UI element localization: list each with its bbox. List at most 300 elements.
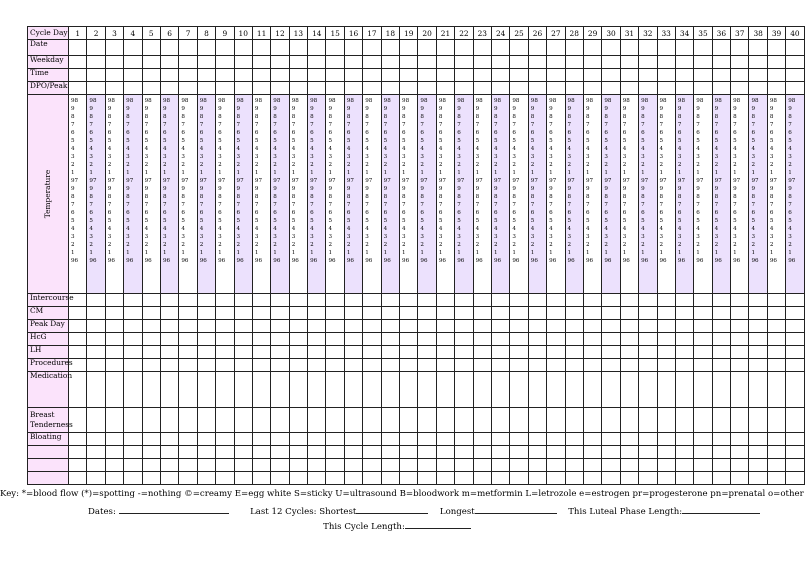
blank-cell[interactable] (124, 459, 142, 472)
temperature-tick[interactable]: 9 (475, 106, 480, 113)
temperature-tick[interactable]: 97 (162, 178, 171, 185)
temperature-tick[interactable]: 98 (512, 98, 520, 104)
date-cell[interactable] (363, 40, 381, 56)
intercourse-cell[interactable] (620, 294, 638, 307)
peak-day-cell[interactable] (105, 320, 123, 333)
dpo-peak-cell[interactable] (675, 82, 693, 95)
temperature-tick[interactable]: 2 (530, 242, 535, 249)
temperature-tick[interactable]: 9 (769, 186, 774, 193)
peak-day-cell[interactable] (124, 320, 142, 333)
temperature-tick[interactable]: 6 (769, 210, 774, 217)
temperature-tick[interactable]: 1 (89, 250, 93, 257)
temperature-tick[interactable]: 98 (420, 98, 428, 104)
lh-cell[interactable] (418, 346, 436, 359)
temperature-tick[interactable]: 9 (254, 106, 259, 113)
peak-day-cell[interactable] (69, 320, 87, 333)
dpo-peak-cell[interactable] (583, 82, 601, 95)
weekday-cell[interactable] (289, 56, 307, 69)
procedures-cell[interactable] (455, 359, 473, 372)
temperature-tick[interactable]: 3 (641, 154, 645, 161)
temperature-tick[interactable]: 2 (677, 162, 682, 169)
temperature-tick[interactable]: 4 (89, 226, 93, 233)
peak-day-cell[interactable] (749, 320, 767, 333)
hcg-cell[interactable] (87, 333, 105, 346)
temperature-tick[interactable]: 6 (402, 130, 406, 137)
temperature-tick[interactable]: 7 (788, 202, 792, 209)
temperature-tick[interactable]: 1 (585, 170, 590, 177)
temperature-tick[interactable]: 98 (402, 98, 410, 104)
bloating-cell[interactable] (583, 433, 601, 446)
temperature-tick[interactable]: 7 (236, 202, 241, 209)
temperature-tick[interactable]: 6 (696, 130, 700, 137)
temperature-tick[interactable]: 6 (420, 130, 424, 137)
dpo-peak-cell[interactable] (234, 82, 252, 95)
temperature-tick[interactable]: 7 (420, 202, 424, 209)
temperature-tick[interactable]: 9 (126, 106, 130, 113)
temperature-tick[interactable]: 9 (71, 106, 75, 113)
temperature-tick[interactable]: 9 (346, 106, 351, 113)
blank-cell[interactable] (565, 472, 583, 485)
temperature-column[interactable] (87, 95, 105, 294)
temperature-tick[interactable]: 8 (604, 194, 608, 201)
blank-cell[interactable] (639, 459, 657, 472)
breast-tenderness-cell[interactable] (142, 408, 160, 433)
temperature-tick[interactable]: 96 (549, 258, 557, 265)
temperature-tick[interactable]: 3 (696, 154, 700, 161)
weekday-cell[interactable] (712, 56, 730, 69)
temperature-tick[interactable]: 9 (677, 106, 682, 113)
temperature-tick[interactable]: 97 (641, 178, 649, 185)
temperature-tick[interactable]: 6 (346, 130, 351, 137)
temperature-tick[interactable]: 8 (328, 114, 333, 121)
date-cell[interactable] (657, 40, 675, 56)
breast-tenderness-cell[interactable] (565, 408, 583, 433)
temperature-tick[interactable]: 9 (622, 106, 627, 113)
cm-cell[interactable] (657, 307, 675, 320)
temperature-tick[interactable]: 1 (144, 170, 149, 177)
shortest-field[interactable] (356, 505, 428, 514)
hcg-cell[interactable] (639, 333, 657, 346)
temperature-tick[interactable]: 6 (493, 130, 498, 137)
temperature-tick[interactable]: 5 (530, 218, 535, 225)
temperature-tick[interactable]: 5 (604, 138, 608, 145)
temperature-tick[interactable]: 9 (475, 186, 480, 193)
temperature-tick[interactable]: 6 (291, 130, 296, 137)
temperature-tick[interactable]: 96 (346, 258, 354, 265)
lh-cell[interactable] (583, 346, 601, 359)
temperature-tick[interactable]: 9 (107, 106, 112, 113)
weekday-cell[interactable] (197, 56, 215, 69)
temperature-tick[interactable]: 7 (218, 202, 222, 209)
blank-cell[interactable] (381, 459, 399, 472)
time-cell[interactable] (216, 69, 234, 82)
temperature-tick[interactable]: 1 (696, 250, 700, 257)
dpo-peak-cell[interactable] (657, 82, 675, 95)
hcg-cell[interactable] (142, 333, 160, 346)
procedures-cell[interactable] (473, 359, 491, 372)
procedures-cell[interactable] (252, 359, 270, 372)
temperature-tick[interactable]: 6 (438, 130, 443, 137)
weekday-cell[interactable] (694, 56, 712, 69)
temperature-tick[interactable]: 5 (585, 138, 590, 145)
temperature-tick[interactable]: 5 (365, 218, 369, 225)
procedures-cell[interactable] (547, 359, 565, 372)
bloating-cell[interactable] (528, 433, 546, 446)
temperature-tick[interactable]: 96 (530, 258, 538, 265)
lh-cell[interactable] (87, 346, 105, 359)
temperature-tick[interactable]: 97 (346, 178, 354, 185)
temperature-tick[interactable]: 4 (438, 226, 443, 233)
procedures-cell[interactable] (712, 359, 730, 372)
bloating-cell[interactable] (271, 433, 289, 446)
temperature-tick[interactable]: 4 (585, 146, 590, 153)
lh-cell[interactable] (602, 346, 620, 359)
temperature-tick[interactable]: 1 (788, 250, 792, 257)
breast-tenderness-cell[interactable] (510, 408, 528, 433)
temperature-tick[interactable]: 98 (346, 98, 354, 104)
blank-cell[interactable] (657, 446, 675, 459)
temperature-tick[interactable]: 6 (512, 130, 516, 137)
temperature-tick[interactable]: 2 (126, 162, 130, 169)
blank-label-cell[interactable] (28, 446, 69, 459)
temperature-tick[interactable]: 8 (383, 114, 388, 121)
temperature-tick[interactable]: 9 (659, 106, 664, 113)
temperature-tick[interactable]: 1 (181, 170, 185, 177)
temperature-tick[interactable]: 7 (512, 202, 516, 209)
temperature-tick[interactable]: 1 (769, 250, 774, 257)
temperature-tick[interactable]: 6 (89, 210, 93, 217)
temperature-tick[interactable]: 7 (346, 202, 351, 209)
temperature-tick[interactable]: 8 (218, 194, 222, 201)
temperature-tick[interactable]: 1 (218, 250, 222, 257)
temperature-tick[interactable]: 1 (769, 170, 774, 177)
temperature-tick[interactable]: 1 (107, 170, 112, 177)
lh-cell[interactable] (491, 346, 509, 359)
temperature-tick[interactable]: 3 (181, 234, 185, 241)
blank-cell[interactable] (694, 459, 712, 472)
temperature-tick[interactable]: 8 (71, 114, 75, 121)
blank-cell[interactable] (694, 472, 712, 485)
temperature-tick[interactable]: 9 (89, 106, 93, 113)
breast-tenderness-cell[interactable] (767, 408, 785, 433)
temperature-tick[interactable]: 5 (126, 138, 130, 145)
temperature-tick[interactable]: 8 (549, 114, 553, 121)
temperature-tick[interactable]: 6 (751, 210, 756, 217)
peak-day-cell[interactable] (731, 320, 749, 333)
blank-cell[interactable] (197, 446, 215, 459)
temperature-tick[interactable]: 98 (383, 98, 391, 104)
temperature-tick[interactable]: 2 (475, 162, 480, 169)
temperature-tick[interactable]: 5 (585, 218, 590, 225)
temperature-tick[interactable]: 3 (236, 154, 241, 161)
medication-cell[interactable] (786, 372, 804, 408)
temperature-tick[interactable]: 3 (622, 234, 627, 241)
temperature-tick[interactable]: 9 (162, 186, 167, 193)
temperature-tick[interactable]: 1 (162, 250, 167, 257)
temperature-column[interactable] (712, 95, 730, 294)
time-cell[interactable] (142, 69, 160, 82)
temperature-tick[interactable]: 3 (310, 154, 314, 161)
lh-cell[interactable] (105, 346, 123, 359)
temperature-tick[interactable]: 8 (420, 194, 424, 201)
temperature-tick[interactable]: 96 (604, 258, 612, 265)
temperature-tick[interactable]: 7 (493, 122, 498, 129)
blank-cell[interactable] (160, 446, 178, 459)
bloating-cell[interactable] (639, 433, 657, 446)
blank-cell[interactable] (216, 459, 234, 472)
temperature-tick[interactable]: 8 (475, 194, 480, 201)
temperature-tick[interactable]: 3 (751, 154, 756, 161)
temperature-tick[interactable]: 3 (218, 234, 222, 241)
cm-cell[interactable] (69, 307, 87, 320)
temperature-tick[interactable]: 1 (310, 170, 314, 177)
blank-cell[interactable] (786, 459, 804, 472)
temperature-column[interactable] (289, 95, 307, 294)
temperature-tick[interactable]: 9 (383, 106, 388, 113)
blank-cell[interactable] (87, 459, 105, 472)
temperature-tick[interactable]: 8 (493, 114, 498, 121)
temperature-tick[interactable]: 4 (622, 226, 627, 233)
breast-tenderness-cell[interactable] (400, 408, 418, 433)
temperature-tick[interactable]: 4 (71, 226, 75, 233)
temperature-tick[interactable]: 7 (733, 202, 737, 209)
temperature-tick[interactable]: 96 (365, 258, 373, 265)
lh-cell[interactable] (639, 346, 657, 359)
temperature-tick[interactable]: 7 (162, 202, 167, 209)
temperature-tick[interactable]: 3 (162, 154, 167, 161)
temperature-tick[interactable]: 9 (199, 186, 204, 193)
temperature-tick[interactable]: 97 (714, 178, 722, 185)
medication-cell[interactable] (657, 372, 675, 408)
lh-cell[interactable] (124, 346, 142, 359)
temperature-tick[interactable]: 2 (126, 242, 130, 249)
temperature-tick[interactable]: 9 (365, 106, 369, 113)
temperature-tick[interactable]: 4 (733, 146, 737, 153)
temperature-tick[interactable]: 2 (751, 242, 756, 249)
temperature-tick[interactable]: 7 (346, 122, 351, 129)
temperature-tick[interactable]: 9 (273, 186, 277, 193)
weekday-cell[interactable] (510, 56, 528, 69)
temperature-tick[interactable]: 8 (751, 114, 756, 121)
temperature-tick[interactable]: 1 (493, 170, 498, 177)
temperature-tick[interactable]: 8 (788, 194, 792, 201)
hcg-cell[interactable] (583, 333, 601, 346)
temperature-tick[interactable]: 7 (696, 122, 700, 129)
hcg-cell[interactable] (252, 333, 270, 346)
blank-cell[interactable] (473, 472, 491, 485)
lh-cell[interactable] (363, 346, 381, 359)
date-cell[interactable] (252, 40, 270, 56)
temperature-tick[interactable]: 8 (89, 194, 93, 201)
temperature-tick[interactable]: 8 (273, 114, 277, 121)
temperature-tick[interactable]: 2 (71, 162, 75, 169)
temperature-tick[interactable]: 7 (641, 122, 645, 129)
date-cell[interactable] (455, 40, 473, 56)
temperature-tick[interactable]: 9 (438, 186, 443, 193)
time-cell[interactable] (583, 69, 601, 82)
blank-cell[interactable] (234, 472, 252, 485)
temperature-tick[interactable]: 7 (254, 122, 259, 129)
temperature-tick[interactable]: 8 (254, 114, 259, 121)
temperature-tick[interactable]: 5 (751, 218, 756, 225)
temperature-tick[interactable]: 6 (199, 210, 204, 217)
dpo-peak-cell[interactable] (510, 82, 528, 95)
temperature-tick[interactable]: 4 (365, 146, 369, 153)
temperature-column[interactable] (602, 95, 620, 294)
temperature-tick[interactable]: 4 (291, 146, 296, 153)
time-cell[interactable] (308, 69, 326, 82)
time-cell[interactable] (344, 69, 362, 82)
date-cell[interactable] (712, 40, 730, 56)
temperature-tick[interactable]: 4 (181, 146, 185, 153)
temperature-tick[interactable]: 5 (788, 138, 792, 145)
lh-cell[interactable] (400, 346, 418, 359)
temperature-tick[interactable]: 1 (622, 250, 627, 257)
medication-cell[interactable] (363, 372, 381, 408)
temperature-tick[interactable]: 97 (733, 178, 741, 185)
temperature-tick[interactable]: 6 (549, 130, 553, 137)
temperature-tick[interactable]: 7 (126, 202, 130, 209)
temperature-tick[interactable]: 1 (733, 250, 737, 257)
hcg-cell[interactable] (620, 333, 638, 346)
temperature-tick[interactable]: 5 (328, 218, 333, 225)
blank-cell[interactable] (620, 459, 638, 472)
medication-cell[interactable] (620, 372, 638, 408)
date-cell[interactable] (602, 40, 620, 56)
temperature-tick[interactable]: 1 (328, 250, 333, 257)
temperature-tick[interactable]: 1 (438, 250, 443, 257)
cm-cell[interactable] (308, 307, 326, 320)
temperature-tick[interactable]: 6 (71, 210, 75, 217)
temperature-tick[interactable]: 2 (733, 242, 737, 249)
temperature-tick[interactable]: 2 (162, 242, 167, 249)
procedures-cell[interactable] (363, 359, 381, 372)
breast-tenderness-cell[interactable] (491, 408, 509, 433)
temperature-tick[interactable]: 96 (733, 258, 741, 265)
intercourse-cell[interactable] (216, 294, 234, 307)
cm-cell[interactable] (124, 307, 142, 320)
cm-cell[interactable] (418, 307, 436, 320)
temperature-tick[interactable]: 96 (218, 258, 226, 265)
date-cell[interactable] (436, 40, 454, 56)
temperature-tick[interactable]: 2 (162, 162, 167, 169)
temperature-column[interactable] (786, 95, 804, 294)
medication-cell[interactable] (326, 372, 344, 408)
temperature-tick[interactable]: 5 (457, 218, 461, 225)
temperature-tick[interactable]: 2 (254, 162, 259, 169)
temperature-tick[interactable]: 2 (714, 162, 719, 169)
temperature-tick[interactable]: 3 (549, 154, 553, 161)
temperature-tick[interactable]: 1 (126, 250, 130, 257)
intercourse-cell[interactable] (87, 294, 105, 307)
bloating-cell[interactable] (712, 433, 730, 446)
temperature-tick[interactable]: 8 (107, 194, 112, 201)
temperature-tick[interactable]: 3 (475, 234, 480, 241)
breast-tenderness-cell[interactable] (216, 408, 234, 433)
temperature-column[interactable] (252, 95, 270, 294)
date-cell[interactable] (69, 40, 87, 56)
temperature-tick[interactable]: 9 (512, 186, 516, 193)
temperature-tick[interactable]: 7 (310, 122, 314, 129)
blank-cell[interactable] (124, 472, 142, 485)
temperature-tick[interactable]: 6 (549, 210, 553, 217)
breast-tenderness-cell[interactable] (749, 408, 767, 433)
date-cell[interactable] (547, 40, 565, 56)
peak-day-cell[interactable] (400, 320, 418, 333)
temperature-tick[interactable]: 98 (365, 98, 373, 104)
breast-tenderness-cell[interactable] (602, 408, 620, 433)
temperature-tick[interactable]: 97 (89, 178, 97, 185)
temperature-tick[interactable]: 2 (365, 162, 369, 169)
blank-cell[interactable] (639, 446, 657, 459)
temperature-column[interactable] (326, 95, 344, 294)
temperature-tick[interactable]: 8 (438, 114, 443, 121)
temperature-tick[interactable]: 8 (530, 194, 535, 201)
temperature-tick[interactable]: 2 (107, 162, 112, 169)
temperature-tick[interactable]: 7 (236, 122, 241, 129)
temperature-tick[interactable]: 4 (71, 146, 75, 153)
breast-tenderness-cell[interactable] (418, 408, 436, 433)
temperature-tick[interactable]: 8 (457, 114, 461, 121)
temperature-tick[interactable]: 5 (475, 218, 480, 225)
intercourse-cell[interactable] (639, 294, 657, 307)
temperature-tick[interactable]: 96 (567, 258, 575, 265)
breast-tenderness-cell[interactable] (179, 408, 197, 433)
blank-cell[interactable] (418, 472, 436, 485)
intercourse-cell[interactable] (160, 294, 178, 307)
temperature-tick[interactable]: 8 (181, 194, 185, 201)
temperature-tick[interactable]: 3 (291, 154, 296, 161)
dpo-peak-cell[interactable] (749, 82, 767, 95)
date-cell[interactable] (289, 40, 307, 56)
temperature-tick[interactable]: 3 (714, 154, 719, 161)
temperature-tick[interactable]: 9 (402, 186, 406, 193)
lh-cell[interactable] (197, 346, 215, 359)
cm-cell[interactable] (473, 307, 491, 320)
temperature-tick[interactable]: 96 (751, 258, 759, 265)
weekday-cell[interactable] (87, 56, 105, 69)
lh-cell[interactable] (234, 346, 252, 359)
temperature-tick[interactable]: 4 (126, 146, 130, 153)
time-cell[interactable] (547, 69, 565, 82)
temperature-tick[interactable]: 7 (567, 202, 572, 209)
temperature-tick[interactable]: 1 (604, 250, 608, 257)
temperature-tick[interactable]: 9 (346, 186, 351, 193)
temperature-tick[interactable]: 7 (641, 202, 645, 209)
temperature-tick[interactable]: 4 (218, 146, 222, 153)
temperature-tick[interactable]: 3 (89, 154, 93, 161)
temperature-tick[interactable]: 3 (622, 154, 627, 161)
bloating-cell[interactable] (657, 433, 675, 446)
peak-day-cell[interactable] (252, 320, 270, 333)
temperature-tick[interactable]: 3 (254, 234, 259, 241)
lh-cell[interactable] (179, 346, 197, 359)
medication-cell[interactable] (749, 372, 767, 408)
cm-cell[interactable] (455, 307, 473, 320)
temperature-tick[interactable]: 6 (310, 130, 314, 137)
procedures-cell[interactable] (87, 359, 105, 372)
cm-cell[interactable] (271, 307, 289, 320)
blank-cell[interactable] (363, 446, 381, 459)
temperature-tick[interactable]: 97 (493, 178, 502, 185)
date-cell[interactable] (528, 40, 546, 56)
temperature-tick[interactable]: 2 (659, 162, 664, 169)
temperature-tick[interactable]: 5 (604, 218, 608, 225)
temperature-column[interactable] (657, 95, 675, 294)
temperature-tick[interactable]: 9 (273, 106, 277, 113)
weekday-cell[interactable] (105, 56, 123, 69)
temperature-tick[interactable]: 9 (89, 186, 93, 193)
